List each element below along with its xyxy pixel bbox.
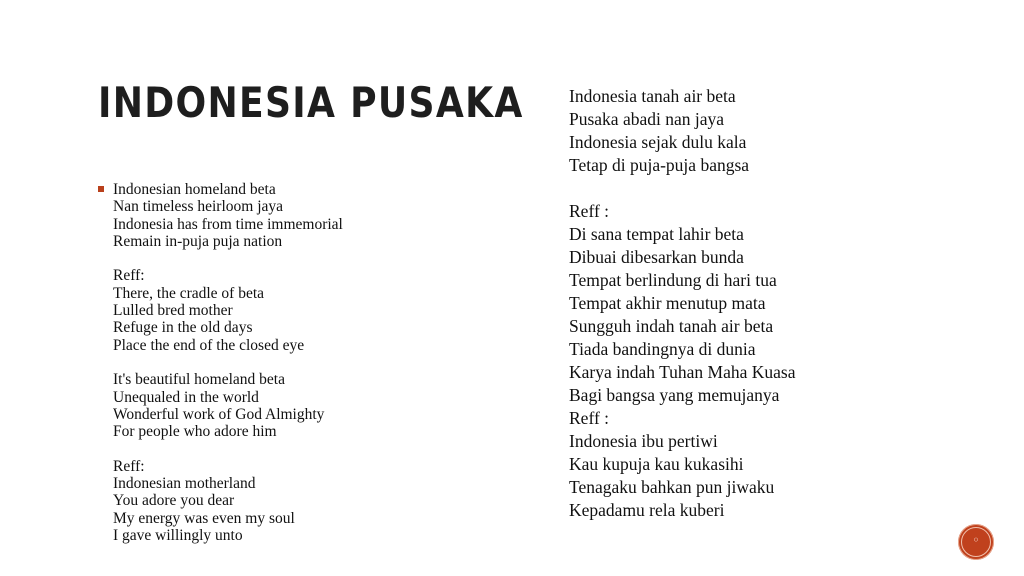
lyric-line — [569, 177, 889, 200]
lyric-line: Kau kupuja kau kukasihi — [569, 454, 744, 474]
bullet-icon — [98, 186, 104, 192]
slide-nav-button[interactable] — [958, 524, 994, 560]
lyric-line: My energy was even my soul — [113, 509, 295, 527]
lyric-line: Reff: — [113, 457, 145, 475]
lyric-line: Sungguh indah tanah air beta — [569, 316, 774, 336]
lyric-line: Tempat berlindung di hari tua — [569, 270, 777, 290]
lyric-line: Indonesia tanah air beta — [569, 86, 736, 106]
lyric-line: For people who adore him — [113, 423, 277, 441]
lyric-line: Tetap di puja-puja bangsa — [569, 155, 750, 175]
lyric-line: Place the end of the closed eye — [113, 336, 305, 354]
lyric-line: There, the cradle of beta — [113, 284, 265, 302]
lyric-line: Nan timeless heirloom jaya — [113, 198, 284, 216]
english-lyrics-lines — [113, 181, 343, 544]
lyric-line: Reff : — [569, 201, 610, 221]
lyric-line: Remain in-puja puja nation — [113, 232, 283, 250]
lyric-line: Indonesian homeland beta — [113, 181, 276, 198]
lyric-line: Wonderful work of God Almighty — [113, 405, 325, 423]
lyric-line: Pusaka abadi nan jaya — [569, 109, 725, 129]
lyric-line: Tiada bandingnya di dunia — [569, 339, 756, 359]
lyric-line: Indonesia sejak dulu kala — [569, 132, 747, 152]
lyric-line: Di sana tempat lahir beta — [569, 224, 744, 244]
lyric-line: You adore you dear — [113, 492, 235, 510]
lyric-line: Indonesian motherland — [113, 475, 256, 493]
lyric-line: Karya indah Tuhan Maha Kuasa — [569, 362, 796, 382]
lyric-line: I gave willingly unto — [113, 526, 243, 544]
english-lyrics-block — [98, 181, 518, 544]
lyric-line: Indonesia ibu pertiwi — [569, 431, 718, 451]
lyric-line: Refuge in the old days — [113, 319, 253, 337]
lyric-line: Bagi bangsa yang memujanya — [569, 385, 780, 405]
lyric-line: Tenagaku bahkan pun jiwaku — [569, 477, 775, 497]
lyric-line: Indonesia has from time immemorial — [113, 215, 343, 233]
lyric-line — [113, 354, 343, 371]
lyric-line — [113, 250, 343, 267]
lyric-line — [113, 440, 343, 457]
lyric-line: Unequaled in the world — [113, 388, 259, 406]
lyric-line: Reff : — [569, 408, 610, 428]
lyric-line: Kepadamu rela kuberi — [569, 500, 725, 520]
lyric-line: It's beautiful homeland beta — [113, 371, 285, 389]
lyric-line: Reff: — [113, 267, 145, 285]
lyric-line: Dibuai dibesarkan bunda — [569, 247, 744, 267]
indonesian-lyrics-block — [569, 85, 889, 522]
slide-nav-icon: ◦ — [972, 533, 980, 547]
slide-title: INDONESIA PUSAKA — [98, 78, 524, 127]
lyric-line: Tempat akhir menutup mata — [569, 293, 766, 313]
lyric-line: Lulled bred mother — [113, 302, 233, 320]
